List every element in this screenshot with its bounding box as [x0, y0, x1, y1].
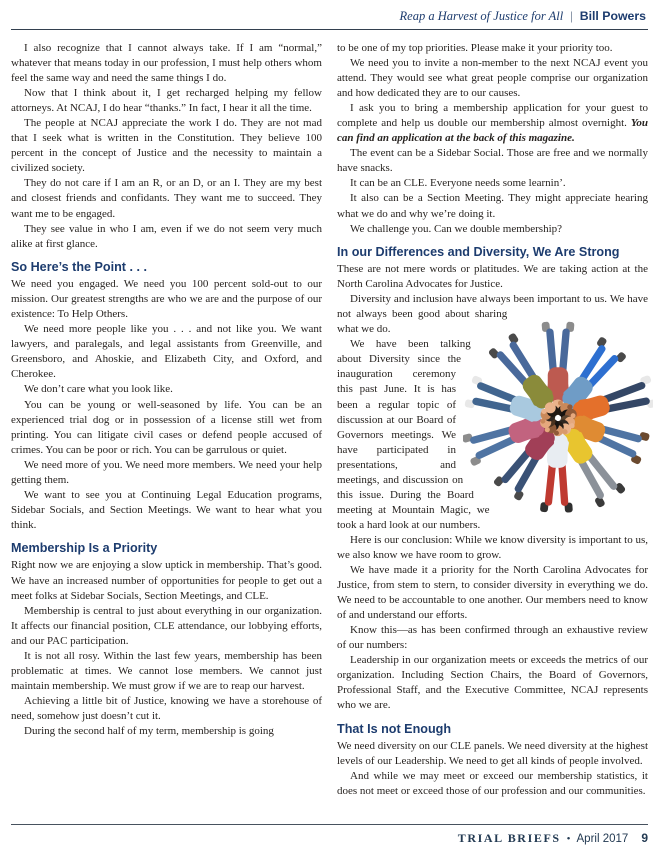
paragraph: We don’t care what you look like.: [24, 383, 173, 396]
paragraph: The event can be a Sidebar Social. Those are free and we normally have snacks.: [337, 147, 648, 175]
page-number: 9: [641, 831, 648, 845]
article-title: Reap a Harvest of Justice for All: [399, 9, 564, 23]
paragraph: We need you to invite a non-member to the next NCAJ event you attend. They would see what great people comprise our organization and how dedicated they are to our causes.: [337, 57, 648, 100]
diversity-group-photo: [463, 294, 653, 544]
paragraph: We have been talking about Diversity since the inauguration ceremony this past June. It is has been a regular topic of discussion at our Board of Governors meetings. We have participated in presentations, and meetings, and discussion on this issue. During the Board meeting at Mountain Magic, we took a hard look at our numbers.: [337, 338, 490, 531]
paragraph: Diversity and inclusion have always been important to us. We have not always been good about sharing what we do.: [337, 293, 648, 336]
paragraph: It is not all rosy. Within the last few years, membership has been problematic at times. We cannot lose members. We cannot just maintain membership. We must grow if we are to reap our harvest.: [11, 649, 322, 692]
paragraph: Now that I think about it, I get recharged helping my fellow attorneys. At NCAJ, I do hear “thanks.” In fact, I hear it all the time.: [11, 87, 322, 115]
paragraph: Know this—as has been confirmed through an exhaustive review of our numbers:: [337, 624, 648, 652]
paragraph: They see value in who I am, even if we do not seem very much alike at first glance.: [11, 222, 322, 250]
paragraph: We want to see you at Continuing Legal Education programs, Sidebar Socials, and Section Meetings. We want to hear what you think.: [11, 488, 322, 531]
author-name: Bill Powers: [579, 9, 646, 23]
paragraph: We need you engaged. We need you 100 percent sold-out to our mission. Our greatest strengths are who we are and the purpose of our existence: To Help Others.: [11, 278, 322, 321]
diversity-photo-section: [337, 292, 648, 713]
section-heading-so-heres-the-point: So Here’s the Point . . .: [11, 259, 147, 274]
paragraph: [337, 101, 648, 146]
page-footer: [11, 824, 648, 846]
section-heading-not-enough: That Is not Enough: [337, 721, 452, 736]
header-separator: |: [570, 9, 573, 23]
paragraph: Membership is central to just about everything in our organization. It affects our financial position, CLE attendance, our lobbying efforts, and our PAC participation.: [11, 604, 322, 647]
paragraph: And while we may meet or exceed our membership statistics, it does not meet or exceed those of our profession and our communities.: [337, 770, 648, 798]
footer-bullet: •: [566, 833, 571, 845]
two-column-body: [11, 30, 648, 799]
paragraph: During the second half of my term, membership is going: [24, 724, 274, 737]
paragraph: Leadership in our organization meets or exceeds the metrics of our organization. Including Section Chairs, the Board of Governors, Professional Staff, and the Executive Committee, NCAJ represents who we are.: [337, 654, 648, 712]
paragraph: We need more people like you . . . and not like you. We want lawyers, and paralegals, and legal assistants from Greenville, and Greensboro, and Ahoskie, and Elizabeth City, and Oxford, and Cherokee.: [11, 323, 322, 381]
section-heading-membership-priority: Membership Is a Priority: [11, 540, 158, 555]
paragraph: Achieving a little bit of Justice, knowing we have a storehouse of need, somehow just doesn’t cut it.: [11, 694, 322, 722]
paragraph: The people at NCAJ appreciate the work I do. They are not mad that I seek what is written in the Constitution. They believe 100 percent in the concept of Justice and the necessity to maintain a civilized society.: [11, 117, 322, 175]
right-column: [337, 41, 648, 799]
page-header: [11, 0, 648, 30]
paragraph: They do not care if I am an R, or an D, or an I. They are my best and closest friends and confidants. They want me to succeed. They want me to be engaged.: [11, 177, 322, 220]
paragraph: We have made it a priority for the North Carolina Advocates for Justice, from stem to stern, to consider diversity in everything we do. We need to be accountable to one another. Our members need to know of and understand our efforts.: [337, 564, 648, 622]
paragraph: You can be young or well-seasoned by life. You can be an experienced trial dog or in possession of a license still wet from printing. You can litigate civil cases or defend people accused of crimes. You can be poor or rich. You can be garrulous or quiet.: [11, 398, 322, 456]
issue-date: April 2017: [576, 833, 629, 845]
paragraph-text: I ask you to bring a membership application for your guest to complete and help us double our membership almost overnight.: [337, 102, 648, 130]
paragraph: We need diversity on our CLE panels. We need diversity at the highest levels of our Leadership. We need to get all kinds of people involved.: [337, 740, 648, 768]
paragraph: We need more of you. We need more members. We need your help getting them.: [11, 458, 322, 486]
paragraph: to be one of my top priorities. Please make it your priority too.: [337, 42, 613, 54]
paragraph: It also can be a Section Meeting. They might appreciate hearing what we do and why we’re doing it.: [337, 192, 648, 220]
paragraph: Here is our conclusion: While we know diversity is important to us, we also know we have room to grow.: [337, 533, 648, 561]
paragraph: Right now we are enjoying a slow uptick in membership. That’s good. We have an increased number of opportunities for people to get out a meet folks at Sidebar Socials, Section Meetings, and CLE.: [11, 559, 322, 602]
publication-name: TRIAL BRIEFS: [457, 831, 561, 845]
left-column: [11, 41, 322, 799]
paragraph: I also recognize that I cannot always take. If I am “normal,” whatever that means today in our profession, I must help others whom feel the same way and need the same things I do.: [11, 42, 322, 85]
paragraph: It can be an CLE. Everyone needs some learnin’.: [350, 177, 566, 190]
emphasized-callout: You can find an application at the back of this magazine.: [337, 117, 648, 145]
section-heading-differences-diversity: In our Differences and Diversity, We Are Strong: [337, 244, 620, 259]
paragraph: We challenge you. Can we double membership?: [350, 222, 563, 235]
paragraph: These are not mere words or platitudes. We are taking action at the North Carolina Advocates for Justice.: [337, 263, 648, 291]
